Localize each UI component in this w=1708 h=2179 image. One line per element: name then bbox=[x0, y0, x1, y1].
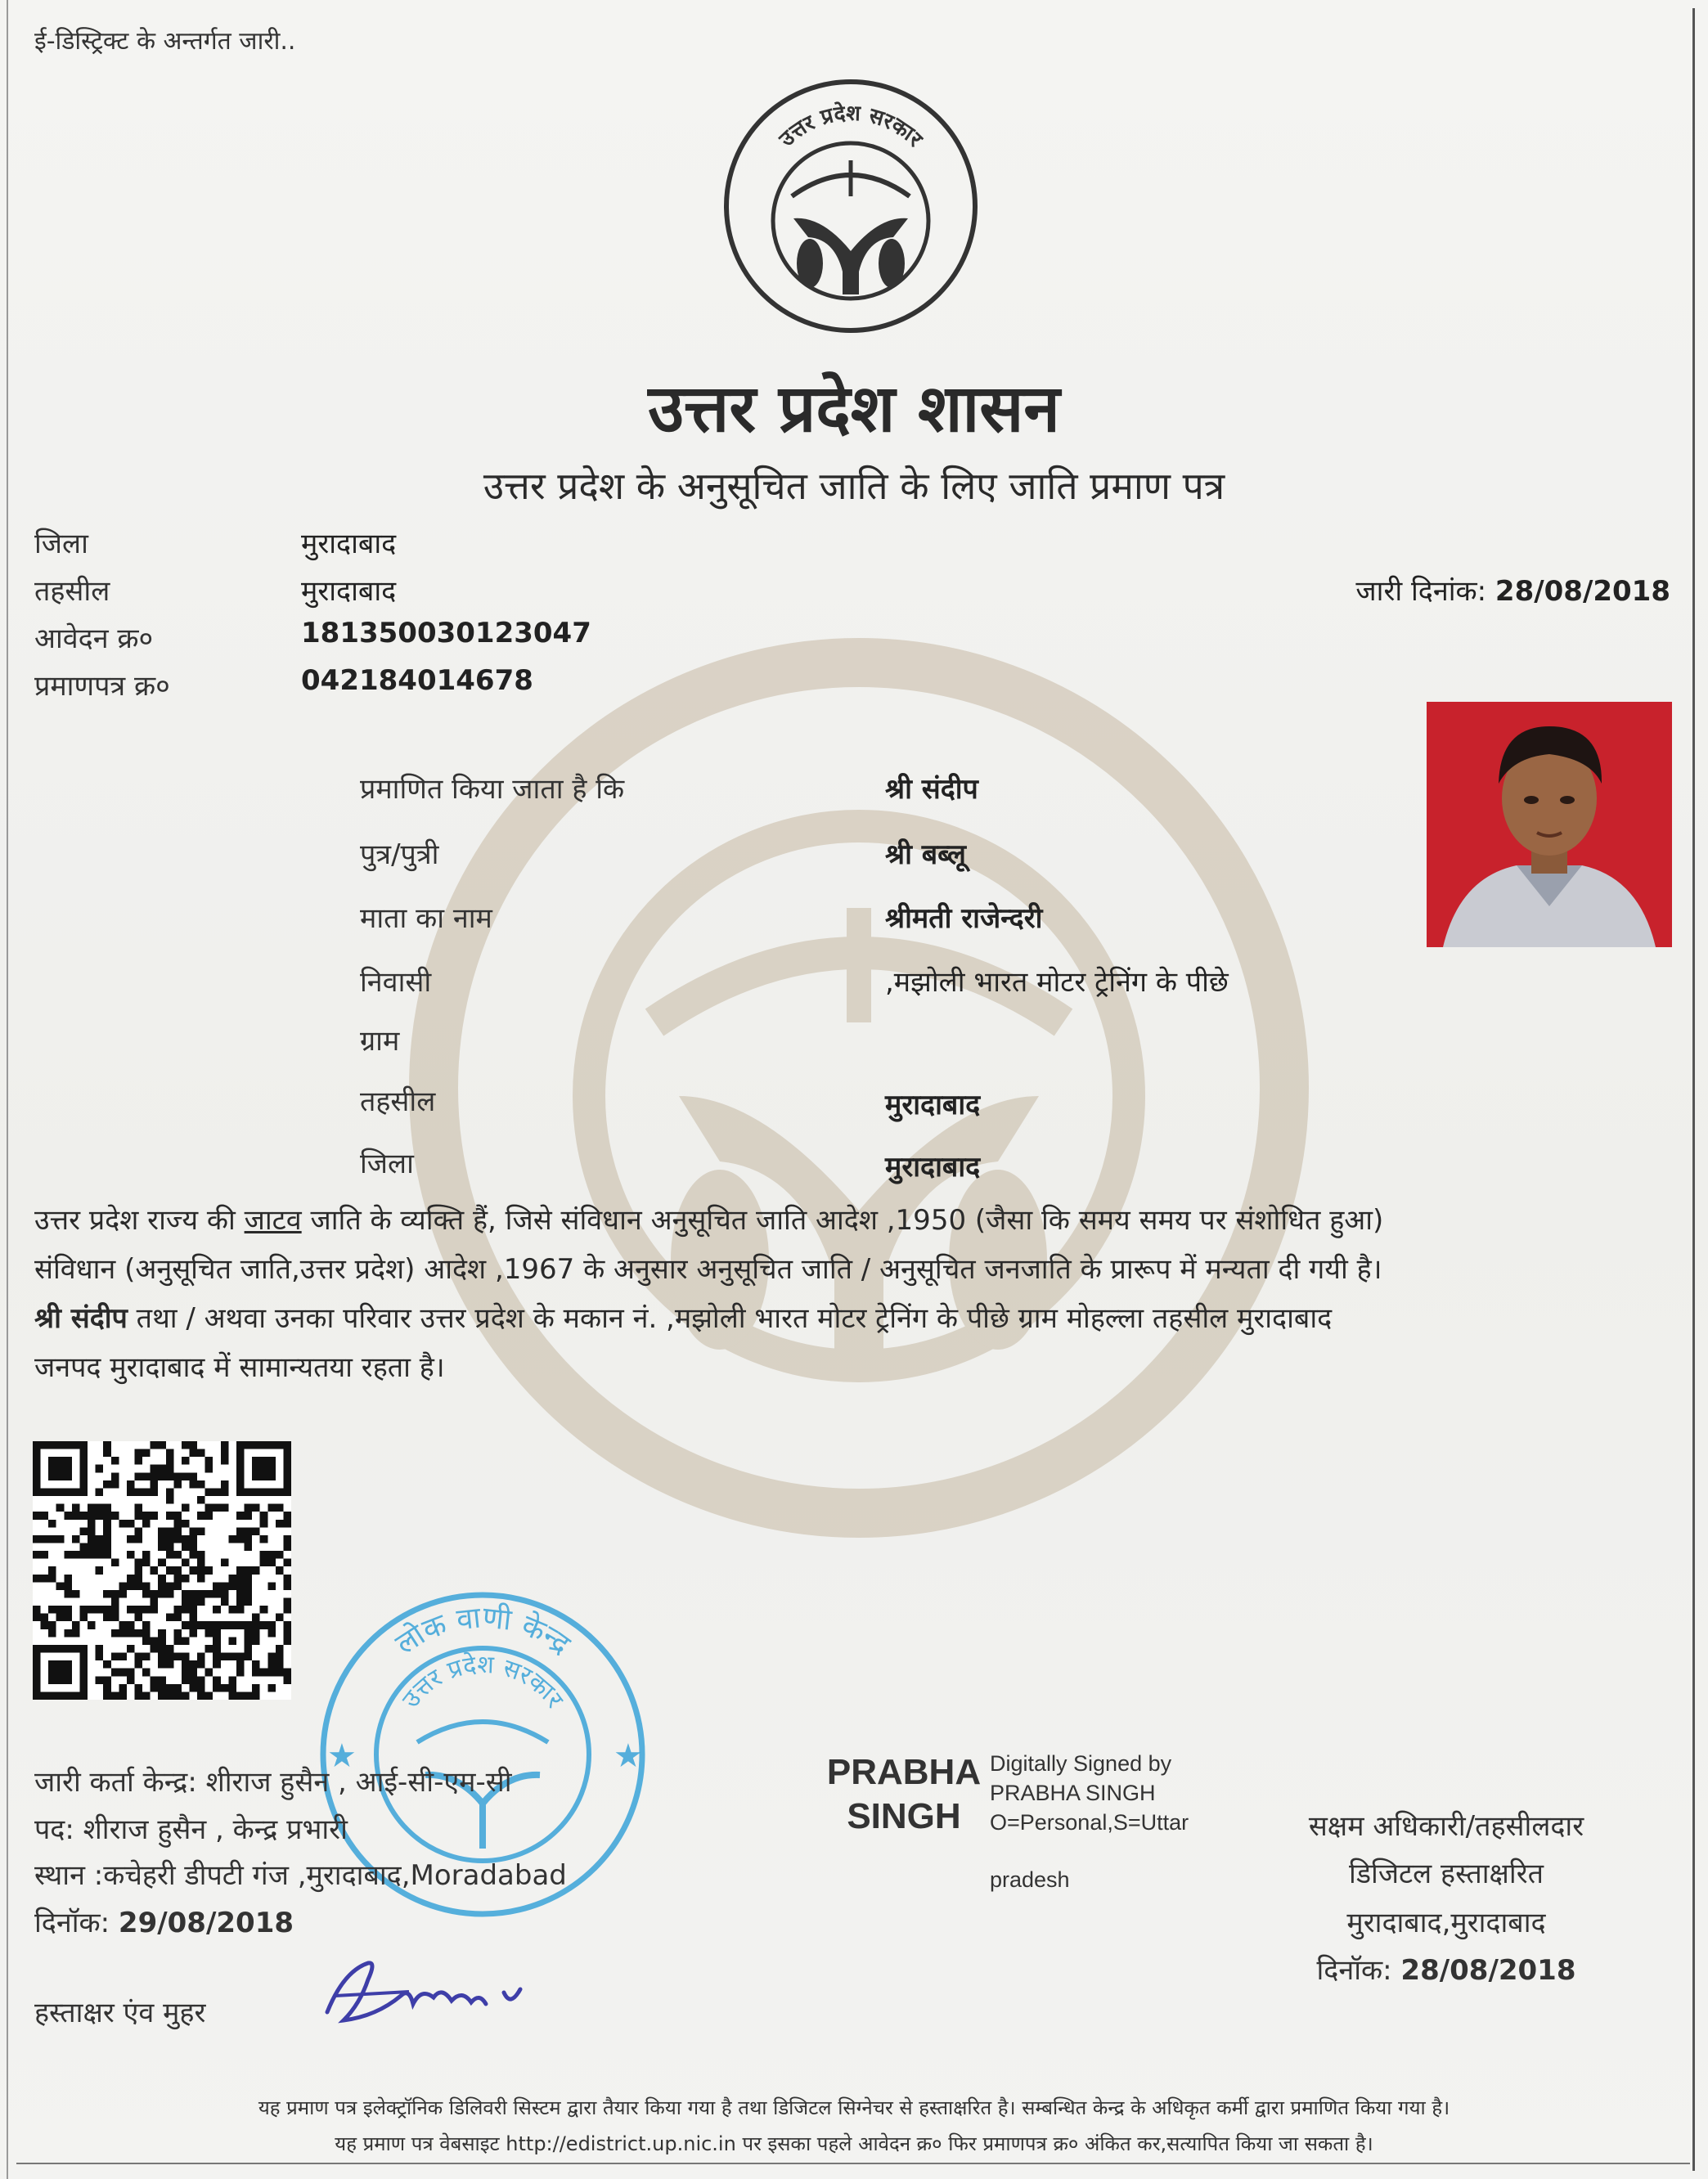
statement-text: उत्तर प्रदेश राज्य की bbox=[34, 1204, 245, 1237]
holder-name: श्री संदीप bbox=[885, 773, 978, 806]
statement-line-4: जनपद मुरादाबाद में सामान्यतया रहता है। bbox=[34, 1351, 445, 1384]
certificate-subtitle: उत्तर प्रदेश के अनुसूचित जाति के लिए जाति प्रमाण पत्र bbox=[483, 464, 1225, 508]
issuing-centre bbox=[34, 1762, 512, 1799]
certificate-number-value: 042184014678 bbox=[301, 664, 533, 697]
issued-under-note: ई-डिस्ट्रिक्ट के अन्तर्गत जारी.. bbox=[34, 27, 296, 56]
statement-text: जाति के व्यक्ति हैं, जिसे संविधान अनुसूचित जाति आदेश ,1950 (जैसा कि समय समय पर संशोधित हुआ) bbox=[301, 1204, 1384, 1237]
person-photo-icon bbox=[1427, 702, 1672, 947]
stamp-outer-text: लोक वाणी केन्द्र bbox=[389, 1601, 577, 1662]
stamp-inner-text: उत्तर प्रदेश सरकार bbox=[396, 1650, 569, 1714]
statement-line-1 bbox=[34, 1196, 1662, 1245]
detail-tehsil-label: तहसील bbox=[360, 1085, 436, 1118]
issuer-place bbox=[34, 1855, 567, 1893]
issue-date-value: 28/08/2018 bbox=[1494, 575, 1670, 608]
authority-date bbox=[1266, 1950, 1626, 1988]
statement-line-3 bbox=[34, 1294, 1662, 1343]
tehsil-value: मुरादाबाद bbox=[301, 575, 397, 608]
signer-name-line-1: PRABHA bbox=[826, 1752, 982, 1792]
digital-signature-line-1: Digitally Signed by bbox=[990, 1751, 1172, 1776]
svg-text:★: ★ bbox=[327, 1737, 357, 1775]
parent-label: पुत्र/पुत्री bbox=[360, 838, 439, 871]
statement-text: तथा / अथवा उनका परिवार उत्तर प्रदेश के मकान नं. ,मझोली भारत मोटर ट्रेनिंग के पीछे ग्राम मोहल्ला तहसील मुरादाबाद bbox=[127, 1302, 1333, 1335]
issuer-place-label: स्थान : bbox=[34, 1859, 104, 1892]
detail-tehsil-value: मुरादाबाद bbox=[885, 1089, 981, 1121]
holder-name-inline: श्री संदीप bbox=[34, 1302, 128, 1335]
up-government-emblem-icon bbox=[720, 75, 982, 337]
authority-date-value: 28/08/2018 bbox=[1400, 1954, 1576, 1987]
digital-signature-line-2: PRABHA SINGH bbox=[990, 1781, 1156, 1805]
issuer-date-label: दिनॉक: bbox=[34, 1907, 110, 1939]
certificate-number-label: प्रमाणपत्र क्र० bbox=[34, 670, 170, 703]
detail-district-value: मुरादाबाद bbox=[885, 1151, 981, 1184]
svg-text:उत्तर प्रदेश सरकार bbox=[397, 1651, 569, 1714]
issuer-post-value: शीराज हुसैन , केन्द्र प्रभारी bbox=[83, 1813, 348, 1846]
handwritten-signature-icon bbox=[311, 1947, 556, 2037]
issuer-place-value: कचेहरी डीपटी गंज ,मुरादाबाद,Moradabad bbox=[103, 1859, 567, 1892]
district-value: मुरादाबाद bbox=[301, 528, 397, 560]
resident-label: निवासी bbox=[360, 966, 432, 999]
certificate-statement bbox=[34, 1196, 1662, 1392]
digital-signature-line-3: O=Personal,S=Uttar bbox=[990, 1810, 1189, 1835]
issuer-date bbox=[34, 1903, 294, 1940]
tehsil-label: तहसील bbox=[34, 575, 110, 608]
resident-value: ,मझोली भारत मोटर ट्रेनिंग के पीछे bbox=[885, 966, 1229, 999]
page-title: उत्तर प्रदेश शासन bbox=[648, 370, 1060, 447]
bottom-border bbox=[16, 2163, 1690, 2164]
footer-note-1: यह प्रमाण पत्र इलेक्ट्रॉनिक डिलिवरी सिस्टम द्वारा तैयार किया गया है तथा डिजिटल सिग्नेचर से हस्ताक्षरित है। सम्बन्धित केन्द्र के अधिकृत कर्मी द्वारा प्रमाणित किया गया है। bbox=[258, 2096, 1450, 2119]
signer-name-line-2: SINGH bbox=[847, 1796, 961, 1836]
mother-name: श्रीमती राजेन्दरी bbox=[885, 902, 1043, 935]
authority-designation: सक्षम अधिकारी/तहसीलदार bbox=[1308, 1810, 1584, 1843]
issue-date bbox=[1355, 571, 1670, 609]
issuing-centre-label: जारी कर्ता केन्द्र: bbox=[34, 1766, 197, 1799]
parent-name: श्री बब्लू bbox=[885, 838, 966, 871]
mother-label: माता का नाम bbox=[360, 902, 492, 935]
issuer-post-label: पद: bbox=[34, 1813, 74, 1846]
emblem-arc-text: उत्तर प्रदेश सरकार bbox=[775, 101, 928, 152]
digital-signer-name bbox=[818, 1750, 990, 1839]
village-label: ग्राम bbox=[360, 1025, 400, 1058]
certify-label: प्रमाणित किया जाता है कि bbox=[360, 773, 625, 806]
statement-line-2: संविधान (अनुसूचित जाति,उत्तर प्रदेश) आदेश ,1967 के अनुसार अनुसूचित जाति / अनुसूचित जनजाति के प्रारूप में मन्यता दी गयी है। bbox=[34, 1253, 1382, 1286]
left-edge bbox=[7, 0, 8, 2179]
caste-name: जाटव bbox=[244, 1204, 302, 1237]
digital-signature-line-4: pradesh bbox=[990, 1867, 1070, 1892]
issuing-centre-value: शीराज हुसैन , आई-सी-एम-सी bbox=[205, 1766, 512, 1799]
authority-digital-signed: डिजिटल हस्ताक्षरित bbox=[1349, 1858, 1544, 1890]
issuer-post bbox=[34, 1809, 348, 1847]
digital-signature-details bbox=[990, 1749, 1189, 1894]
authority-date-label: दिनॉक: bbox=[1316, 1954, 1392, 1987]
svg-text:★: ★ bbox=[614, 1737, 643, 1775]
applicant-photo bbox=[1427, 702, 1672, 947]
authority-location: मुरादाबाद,मुरादाबाद bbox=[1346, 1907, 1546, 1939]
signature-and-seal-label: हस्ताक्षर एंव मुहर bbox=[34, 1997, 206, 2029]
district-label: जिला bbox=[34, 528, 88, 560]
footer-note-2: यह प्रमाण पत्र वेबसाइट http://edistrict.up.nic.in पर इसका पहले आवेदन क्र० फिर प्रमाणपत्र क्र० अंकित कर,सत्यापित किया जा सकता है। bbox=[335, 2132, 1373, 2155]
application-number-value: 181350030123047 bbox=[301, 617, 591, 649]
issuer-date-value: 29/08/2018 bbox=[118, 1907, 294, 1939]
right-border bbox=[1692, 8, 1695, 2171]
qr-code-icon bbox=[33, 1441, 291, 1700]
application-number-label: आवेदन क्र० bbox=[34, 622, 154, 655]
issue-date-label: जारी दिनांक: bbox=[1355, 575, 1487, 608]
detail-district-label: जिला bbox=[360, 1148, 414, 1180]
